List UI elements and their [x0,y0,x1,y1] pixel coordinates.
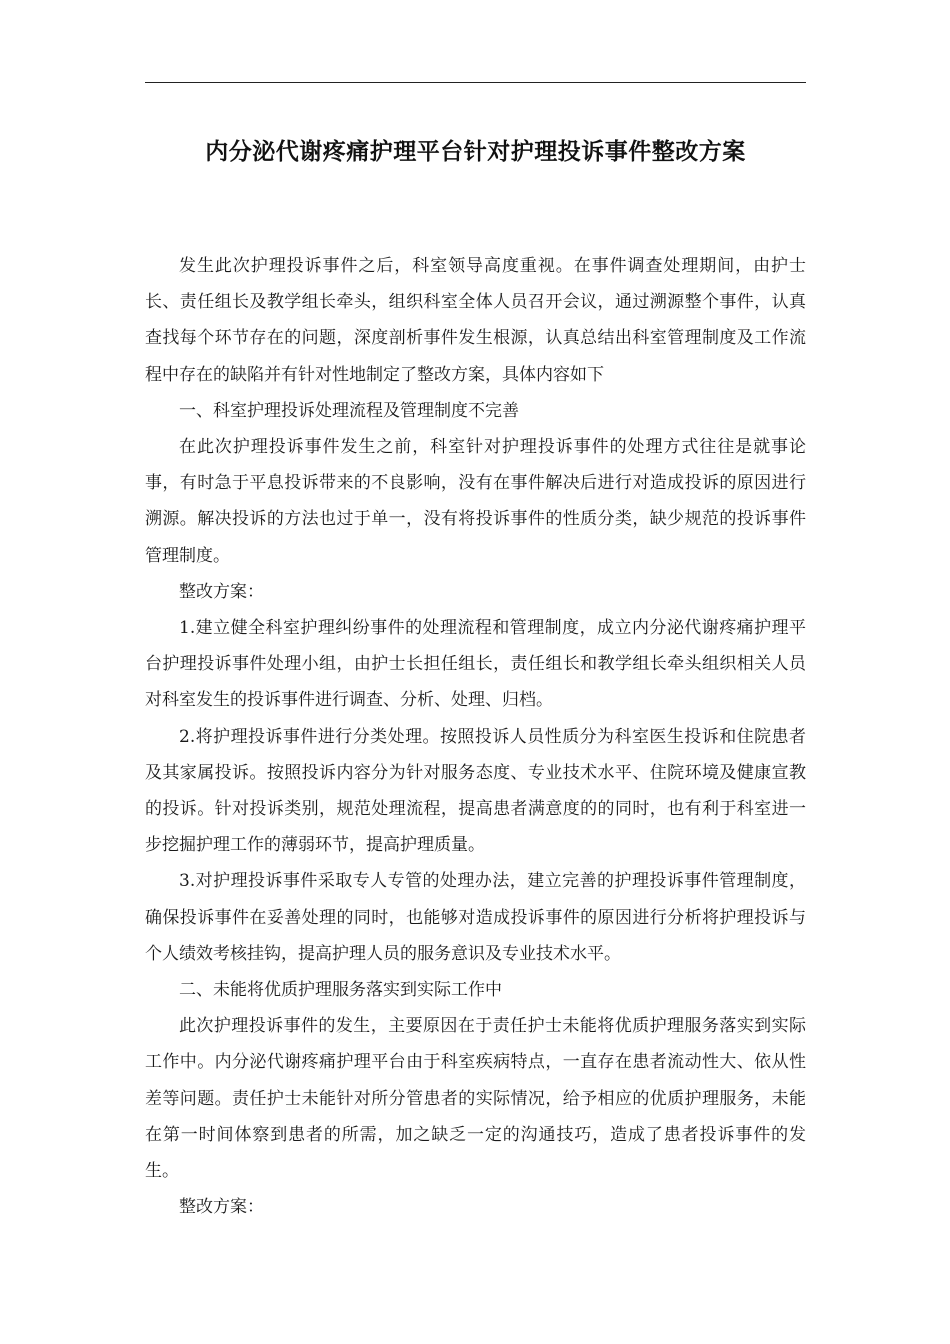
section-heading-2: 二、未能将优质护理服务落实到实际工作中 [179,980,502,1001]
document-body [145,248,806,1225]
section-heading-1: 一、科室护理投诉处理流程及管理制度不完善 [179,400,519,421]
measure-1: 1.建立健全科室护理纠纷事件的处理流程和管理制度，成立内分泌代谢疼痛护理平台护理投诉事件处理小组，由护士长担任组长，责任组长和教学组长牵头组织相关人员对科室发生的投诉事件进行调查、分析、处理、归档。 [145,618,806,711]
measure-2: 2.将护理投诉事件进行分类处理。按照投诉人员性质分为科室医生投诉和住院患者及其家属投诉。按照投诉内容分为针对服务态度、专业技术水平、住院环境及健康宣教的投诉。针对投诉类别，规范处理流程，提高患者满意度的的同时，也有利于科室进一步挖掘护理工作的薄弱环节，提高护理质量。 [145,726,806,856]
rectification-label-1: 整改方案： [179,581,264,602]
document-title: 内分泌代谢疼痛护理平台针对护理投诉事件整改方案 [205,139,746,165]
rectification-label-2: 整改方案： [179,1197,264,1218]
measure-3: 3.对护理投诉事件采取专人专管的处理办法，建立完善的护理投诉事件管理制度，确保投诉事件在妥善处理的同时，也能够对造成投诉事件的原因进行分析将护理投诉与个人绩效考核挂钩，提高护理人员的服务意识及专业技术水平。 [145,871,806,964]
header-rule [145,82,806,83]
intro-paragraph: 发生此次护理投诉事件之后，科室领导高度重视。在事件调查处理期间，由护士长、责任组长及教学组长牵头，组织科室全体人员召开会议，通过溯源整个事件，认真查找每个环节存在的问题，深度剖析事件发生根源，认真总结出科室管理制度及工作流程中存在的缺陷并有针对性地制定了整改方案，具体内容如下 [145,256,806,385]
section-1-paragraph: 在此次护理投诉事件发生之前，科室针对护理投诉事件的处理方式往往是就事论事，有时急于平息投诉带来的不良影响，没有在事件解决后进行对造成投诉的原因进行溯源。解决投诉的方法也过于单一，没有将投诉事件的性质分类，缺少规范的投诉事件管理制度。 [145,437,806,566]
section-2-paragraph: 此次护理投诉事件的发生，主要原因在于责任护士未能将优质护理服务落实到实际工作中。内分泌代谢疼痛护理平台由于科室疾病特点，一直存在患者流动性大、依从性差等问题。责任护士未能针对所分管患者的实际情况，给予相应的优质护理服务，未能在第一时间体察到患者的所需，加之缺乏一定的沟通技巧，造成了患者投诉事件的发生。 [145,1016,806,1182]
